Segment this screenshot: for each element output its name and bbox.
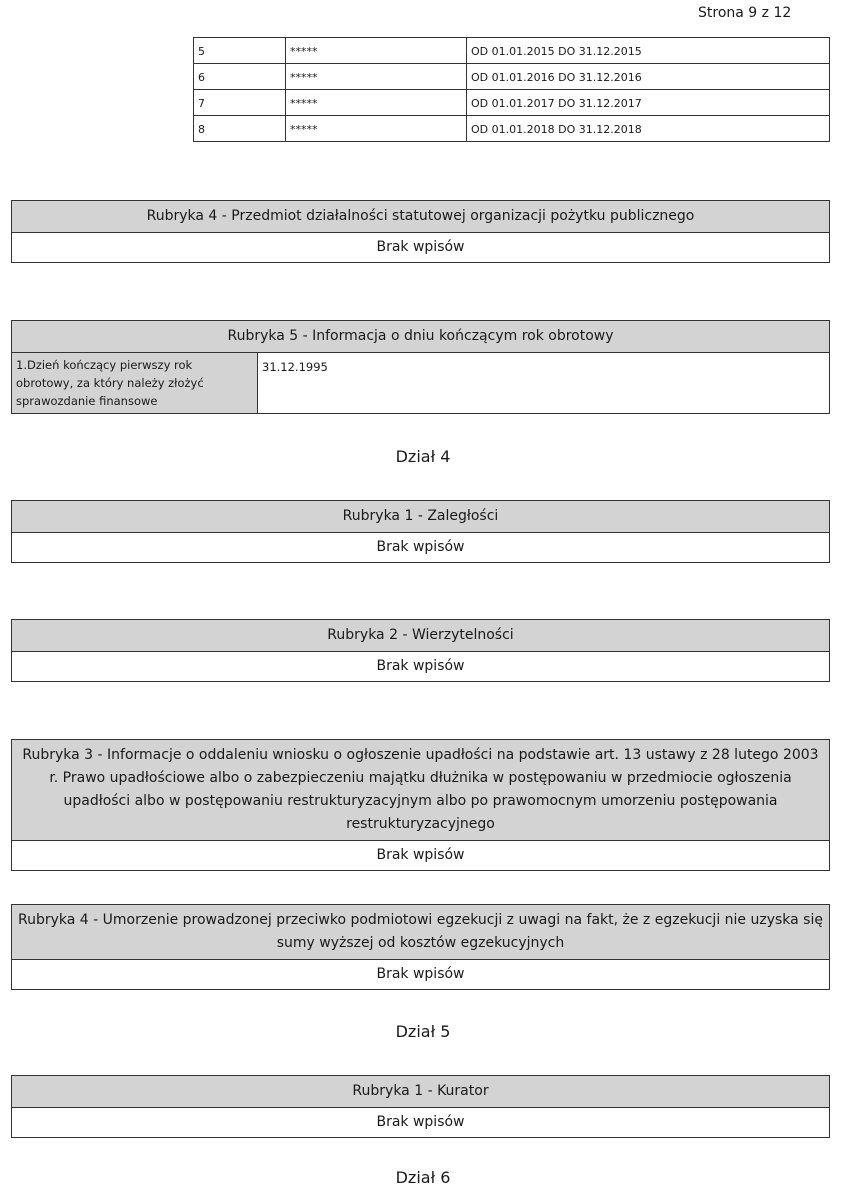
no-entries-text: Brak wpisów bbox=[12, 841, 829, 870]
page-number: Strona 9 z 12 bbox=[698, 5, 792, 21]
rubryka-header: Rubryka 3 - Informacje o oddaleniu wniosku o ogłoszenie upadłości na podstawie art. 13 ustawy z 28 lutego 2003 r. Prawo upadłościowe albo o zabezpieczeniu majątku dłużnika w postępowaniu w przedmiocie ogłoszenia upadłości albo w postępowaniu restrukturyzacyjnym albo po prawomocnym umorzeniu postępowania restrukturyzacyjnego bbox=[12, 740, 829, 841]
no-entries-text: Brak wpisów bbox=[12, 533, 829, 562]
rubryka-4-enforcement-discontinued bbox=[11, 904, 830, 990]
rubryka-1-arrears bbox=[11, 500, 830, 563]
field-label: 1.Dzień kończący pierwszy rok obrotowy, za który należy złożyć sprawozdanie finansowe bbox=[12, 353, 258, 413]
rubryka-5-fiscal-year bbox=[11, 320, 830, 414]
rubryka-header: Rubryka 1 - Kurator bbox=[12, 1076, 829, 1108]
rubryka-header: Rubryka 4 - Przedmiot działalności statutowej organizacji pożytku publicznego bbox=[12, 201, 829, 233]
table-row bbox=[194, 64, 830, 90]
masked-value: ***** bbox=[286, 116, 467, 142]
rubryka-header: Rubryka 5 - Informacja o dniu kończącym rok obrotowy bbox=[12, 321, 829, 353]
rubryka-header: Rubryka 4 - Umorzenie prowadzonej przeciwko podmiotowi egzekucji z uwagi na fakt, że z egzekucji nie uzyska się sumy wyższej od kosztów egzekucyjnych bbox=[12, 905, 829, 960]
table-row bbox=[194, 38, 830, 64]
masked-value: ***** bbox=[286, 64, 467, 90]
row-number: 8 bbox=[194, 116, 286, 142]
field-value: 31.12.1995 bbox=[262, 360, 328, 374]
period-value: OD 01.01.2016 DO 31.12.2016 bbox=[467, 64, 830, 90]
no-entries-text: Brak wpisów bbox=[12, 652, 829, 681]
period-value: OD 01.01.2018 DO 31.12.2018 bbox=[467, 116, 830, 142]
masked-value: ***** bbox=[286, 38, 467, 64]
no-entries-text: Brak wpisów bbox=[12, 233, 829, 262]
row-number: 5 bbox=[194, 38, 286, 64]
table-row bbox=[194, 116, 830, 142]
section-title-dzial-4: Dział 4 bbox=[395, 447, 451, 466]
section-title-dzial-6: Dział 6 bbox=[395, 1168, 451, 1187]
rubryka-header: Rubryka 1 - Zaległości bbox=[12, 501, 829, 533]
rubryka-1-curator bbox=[11, 1075, 830, 1138]
row-number: 7 bbox=[194, 90, 286, 116]
field-row bbox=[12, 353, 829, 413]
rubryka-header: Rubryka 2 - Wierzytelności bbox=[12, 620, 829, 652]
rubryka-2-receivables bbox=[11, 619, 830, 682]
rubryka-3-bankruptcy-info bbox=[11, 739, 830, 871]
masked-value: ***** bbox=[286, 90, 467, 116]
fiscal-years-table bbox=[193, 37, 830, 142]
section-title-dzial-5: Dział 5 bbox=[395, 1022, 451, 1041]
no-entries-text: Brak wpisów bbox=[12, 1108, 829, 1137]
table-row bbox=[194, 90, 830, 116]
period-value: OD 01.01.2017 DO 31.12.2017 bbox=[467, 90, 830, 116]
no-entries-text: Brak wpisów bbox=[12, 960, 829, 989]
rubryka-4-statutory-activity bbox=[11, 200, 830, 263]
row-number: 6 bbox=[194, 64, 286, 90]
period-value: OD 01.01.2015 DO 31.12.2015 bbox=[467, 38, 830, 64]
